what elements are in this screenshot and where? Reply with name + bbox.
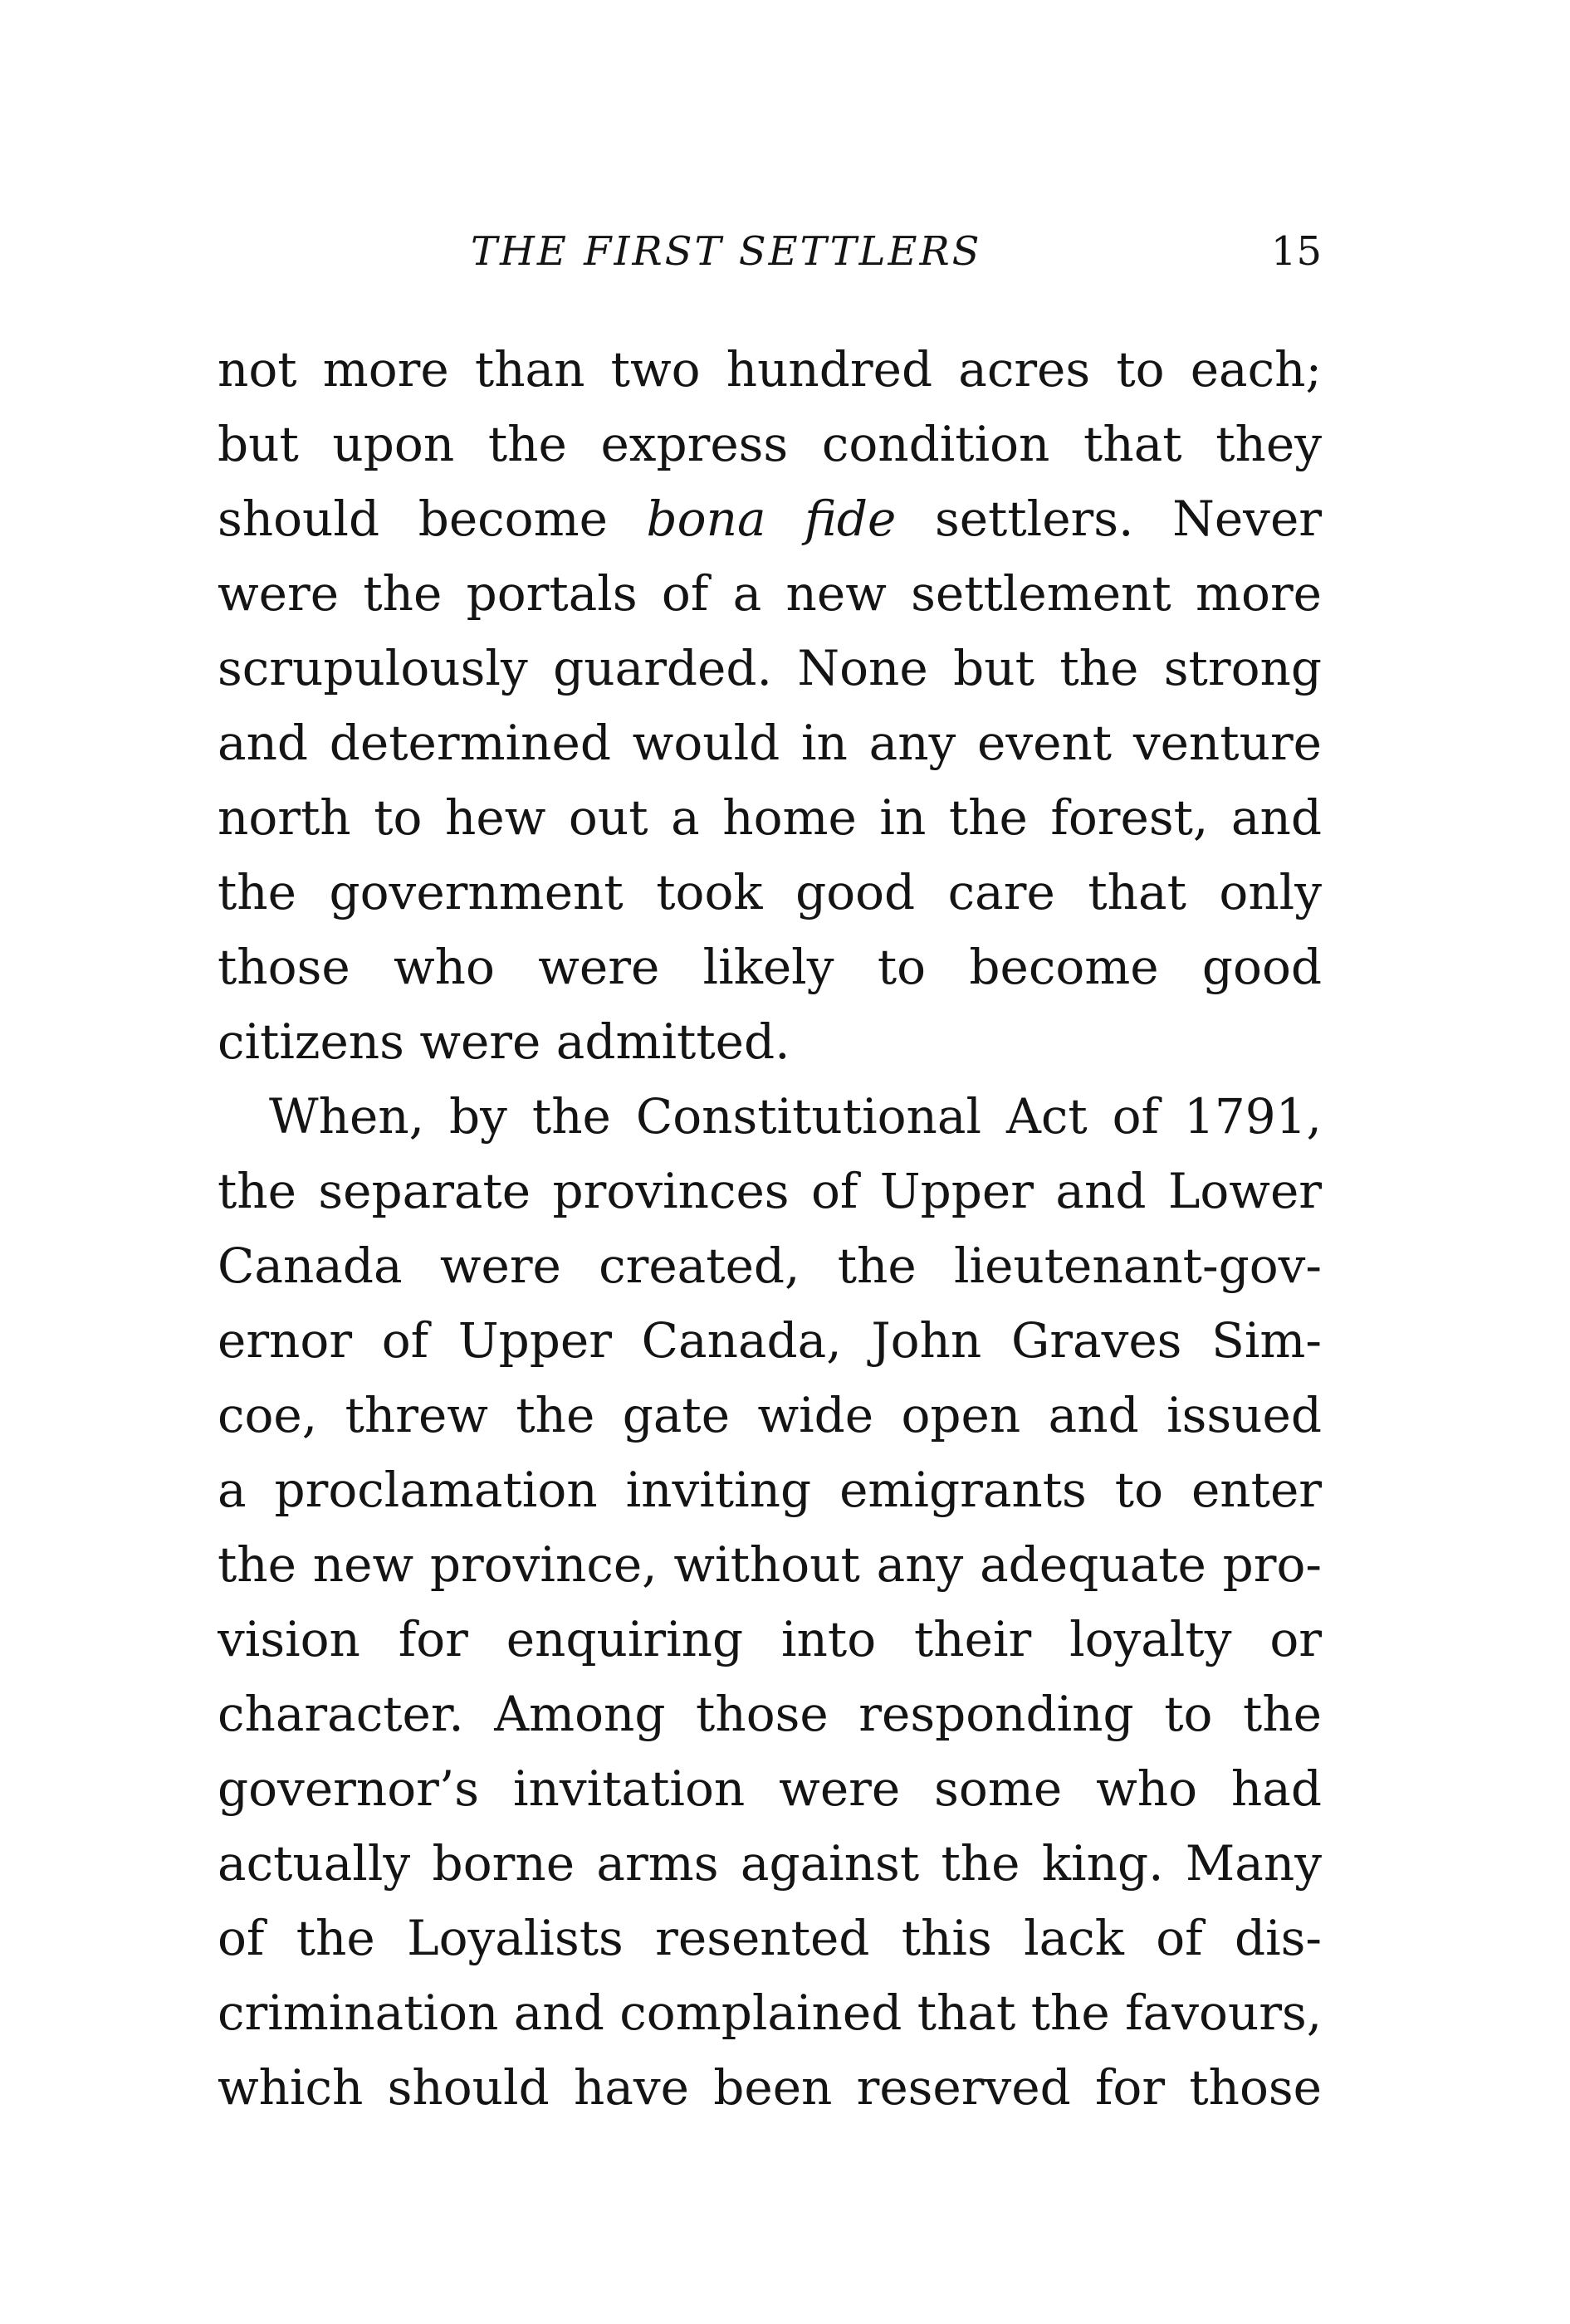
text-line: of the Loyalists resented this lack of dis- xyxy=(218,1910,1322,1966)
text-line: Canada were created, the lieutenant-gov- xyxy=(218,1238,1322,1294)
text-line: crimination and complained that the favours, xyxy=(218,1985,1322,2041)
body-text xyxy=(218,332,1322,2125)
text-line: governor’s invitation were some who had xyxy=(218,1760,1322,1817)
text-line: not more than two hundred acres to each; xyxy=(218,341,1322,398)
text-line: north to hew out a home in the forest, and xyxy=(218,789,1322,846)
text-run: should become xyxy=(218,491,647,547)
text-line: the separate provinces of Upper and Lower xyxy=(218,1163,1322,1219)
text-line: a proclamation inviting emigrants to enter xyxy=(218,1462,1322,1518)
text-line: were the portals of a new settlement more xyxy=(218,565,1322,622)
running-title: THE FIRST SETTLERS xyxy=(471,228,982,275)
text-line: scrupulously guarded. None but the strong xyxy=(218,640,1322,696)
text-line: and determined would in any event venture xyxy=(218,715,1322,771)
text-line: coe, threw the gate wide open and issued xyxy=(218,1387,1322,1443)
text-line: character. Among those responding to the xyxy=(218,1686,1322,1742)
page-header xyxy=(218,222,1322,281)
paragraph-2 xyxy=(218,1079,1322,2125)
text-line: vision for enquiring into their loyalty or xyxy=(218,1611,1322,1667)
text-line: which should have been reserved for those xyxy=(218,2059,1322,2116)
page-number: 15 xyxy=(1270,228,1322,275)
text-line: the government took good care that only xyxy=(218,864,1322,920)
text-line: actually borne arms against the king. Many xyxy=(218,1835,1322,1892)
paragraph-1 xyxy=(218,332,1322,1079)
text-run: settlers. Never xyxy=(896,491,1322,547)
italic-phrase: bona fide xyxy=(646,491,897,547)
text-line: citizens were admitted. xyxy=(218,1013,790,1070)
text-line: When, by the Constitutional Act of 1791, xyxy=(269,1088,1322,1145)
text-line: ernor of Upper Canada, John Graves Sim- xyxy=(218,1312,1322,1369)
text-line: the new province, without any adequate pro- xyxy=(218,1536,1322,1593)
text-line: those who were likely to become good xyxy=(218,939,1322,995)
text-line xyxy=(218,481,1322,556)
text-line: but upon the express condition that they xyxy=(218,416,1322,472)
